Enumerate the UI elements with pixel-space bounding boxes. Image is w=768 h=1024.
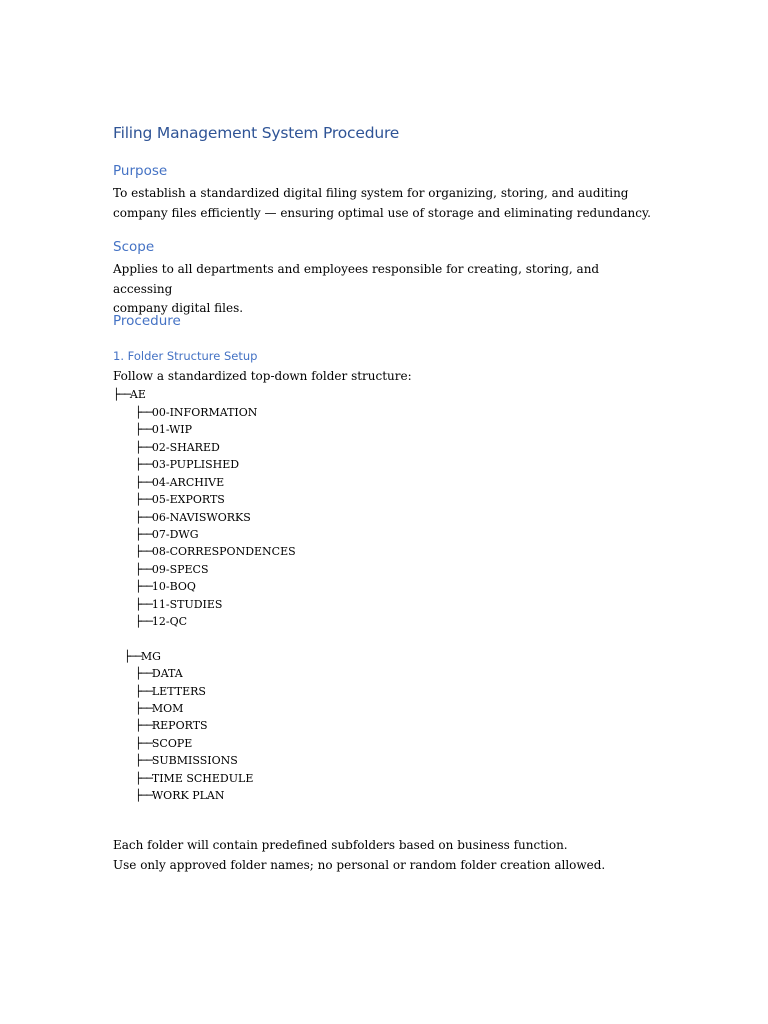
tree-node-label: 07-DWG [151, 528, 199, 541]
note-line: Use only approved folder names; no personal or random folder creation allowed. [113, 857, 606, 872]
tree-node-label: 02-SHARED [151, 441, 220, 454]
purpose-line: company files efficiently — ensuring optimal use of storage and eliminating redundancy. [113, 205, 651, 220]
tree-branch-glyph: ├── [135, 615, 152, 628]
tree-branch-glyph: ├── [135, 563, 152, 576]
tree-node [135, 561, 209, 578]
tree-node-label: DATA [151, 667, 183, 680]
tree-branch-glyph: ├── [135, 772, 152, 785]
tree-branch-glyph: ├── [135, 406, 152, 419]
tree-branch-glyph: ├── [135, 441, 152, 454]
note-line: Each folder will contain predefined subfolders based on business function. [113, 838, 568, 852]
scope-text [113, 260, 658, 319]
tree-node-label: 06-NAVISWORKS [151, 511, 251, 524]
tree-node-label: 01-WIP [151, 423, 193, 436]
tree-node [135, 665, 183, 682]
tree-branch-glyph: ├── [135, 493, 152, 506]
step-1-heading: 1. Folder Structure Setup [113, 349, 258, 363]
tree-node-label: 04-ARCHIVE [151, 476, 225, 489]
tree-branch-glyph: ├── [135, 667, 152, 680]
tree-node-label: AE [129, 388, 146, 401]
tree-branch-glyph: ├── [113, 388, 130, 401]
tree-branch-glyph: ├── [135, 580, 152, 593]
tree-branch-glyph: ├── [135, 598, 152, 611]
tree-node [135, 735, 192, 752]
tree-node-label: 10-BOQ [151, 580, 196, 593]
tree-node-label: 09-SPECS [151, 563, 209, 576]
scope-heading: Scope [113, 239, 155, 255]
tree-node [135, 404, 257, 421]
tree-branch-glyph: ├── [135, 545, 152, 558]
tree-node [135, 787, 224, 804]
tree-node [135, 526, 199, 543]
tree-node-mg [124, 648, 161, 665]
tree-branch-glyph: ├── [135, 754, 152, 767]
tree-branch-glyph: ├── [124, 650, 141, 663]
purpose-heading: Purpose [113, 163, 168, 179]
tree-branch-glyph: ├── [135, 423, 152, 436]
tree-branch-glyph: ├── [135, 737, 152, 750]
document-title: Filing Management System Procedure [113, 124, 400, 142]
tree-node [135, 770, 253, 787]
tree-branch-glyph: ├── [135, 458, 152, 471]
tree-node-ae [113, 386, 146, 403]
tree-node-label: 00-INFORMATION [151, 406, 258, 419]
tree-branch-glyph: ├── [135, 789, 152, 802]
structure-notes [113, 836, 658, 875]
scope-line: Applies to all departments and employees responsible for creating, storing, and accessing [113, 262, 600, 296]
tree-branch-glyph: ├── [135, 511, 152, 524]
tree-node-label: TIME SCHEDULE [151, 772, 254, 785]
tree-node-label: 12-QC [151, 615, 188, 628]
tree-node-label: MG [140, 650, 161, 663]
tree-node [135, 717, 208, 734]
structure-intro: Follow a standardized top-down folder structure: [113, 369, 412, 383]
tree-node-label: SUBMISSIONS [151, 754, 238, 767]
tree-node [135, 752, 238, 769]
tree-node [135, 613, 187, 630]
tree-node-label: MOM [151, 702, 184, 715]
tree-node [135, 509, 251, 526]
tree-node-label: 05-EXPORTS [151, 493, 225, 506]
tree-branch-glyph: ├── [135, 476, 152, 489]
tree-node-label: 08-CORRESPONDENCES [151, 545, 296, 558]
tree-branch-glyph: ├── [135, 719, 152, 732]
tree-node [135, 578, 196, 595]
tree-node [135, 474, 224, 491]
purpose-line: To establish a standardized digital filing system for organizing, storing, and auditing [113, 186, 629, 200]
tree-node-label: LETTERS [151, 685, 206, 698]
tree-node [135, 439, 220, 456]
tree-node [135, 700, 183, 717]
scope-line: company digital files. [113, 301, 244, 315]
tree-node-label: 11-STUDIES [151, 598, 223, 611]
tree-node-label: 03-PUPLISHED [151, 458, 240, 471]
procedure-heading: Procedure [113, 313, 181, 329]
tree-node [135, 421, 192, 438]
tree-node [135, 543, 296, 560]
tree-branch-glyph: ├── [135, 702, 152, 715]
tree-node [135, 683, 206, 700]
tree-node-label: REPORTS [151, 719, 208, 732]
tree-node-label: WORK PLAN [151, 789, 225, 802]
tree-node [135, 456, 239, 473]
tree-node [135, 491, 225, 508]
purpose-text [113, 184, 658, 223]
tree-node-label: SCOPE [151, 737, 193, 750]
tree-branch-glyph: ├── [135, 685, 152, 698]
tree-node [135, 596, 222, 613]
tree-branch-glyph: ├── [135, 528, 152, 541]
